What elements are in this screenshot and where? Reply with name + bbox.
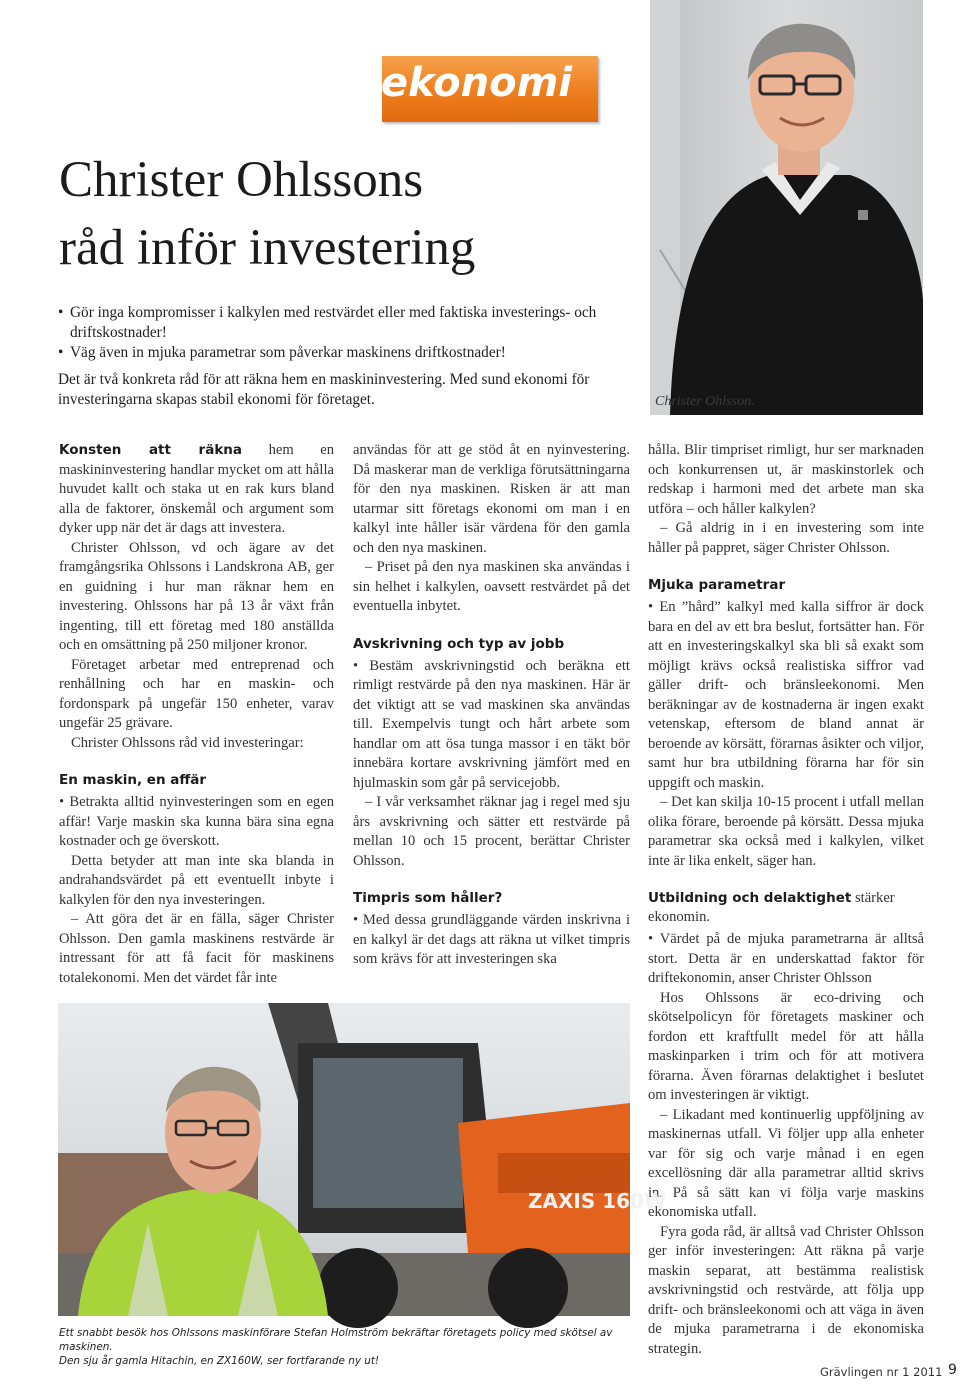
paragraph: • Värdet på de mjuka parametrarna är alltså stort. Detta är en underskattad faktor för driftekonomin, anser Christer Ohlsson bbox=[648, 931, 924, 986]
paragraph: – Likadant med kontinuerlig uppföljning av maskinernas utfall. Vi följer upp alla enheter var för sig och varje månad i en egen excellösning där alla parametrar alltid skrivs in. På så sätt kan vi följa varje maskins ekonomiska utfall. bbox=[648, 1106, 924, 1220]
excavator-photo bbox=[58, 1003, 667, 1316]
intro-text: Det är två konkreta råd för att räkna hem en maskininvestering. Med sund ekonomi för investeringarna skapas stabil ekonomi för företaget. bbox=[58, 371, 590, 408]
paragraph: • Med dessa grundläggande värden inskrivna i en kalkyl är det dags att räkna ut vilket timpris som krävs för att investeringen ska bbox=[353, 912, 630, 967]
paragraph: Christer Ohlssons råd vid investeringar: bbox=[71, 734, 304, 751]
subheading bbox=[648, 889, 924, 927]
article-column-3 bbox=[648, 441, 924, 1359]
paragraph: • Betrakta alltid nyinvesteringen som en egen affär! Varje maskin ska kunna bära sina egna kostnader och ge överskott. bbox=[59, 794, 334, 849]
paragraph: hem en maskininvestering handlar mycket om att hålla huvudet kallt och staka ut en rak kurs bland alla de faktorer, önskemål och argument som dyker upp när det är dags att investera. bbox=[59, 442, 335, 536]
page-number: 9 bbox=[948, 1362, 957, 1378]
paragraph: användas för att ge stöd åt en nyinvestering. Då maskerar man de verkliga förutsättningarna för den nya maskinen. Risken är att man utarmar sitt företags ekonomi om man i en kalkyl inte håller isär värdena för den gamla och den nya maskinen. bbox=[353, 442, 630, 556]
paragraph: Företaget arbetar med entreprenad och renhållning och har en maskin- och fordonspark på ungefär 150 enheter, varav ungefär 25 grävare. bbox=[59, 656, 334, 731]
intro-bullet: • Gör inga kompromisser i kalkylen med restvärdet eller med faktiska investerings- och driftskostnader! bbox=[58, 303, 628, 343]
paragraph: • En ”hård” kalkyl med kalla siffror är dock bara en del av ett bra beslut, fortsätter han. För att en investeringskalkyl ska bli så exakt som möjligt krävs också realistiska siffror vad gäller drift- och bränsleekonomi. Men beräkningar av de kostnaderna är ingen exakt vetenskap, eftersom de bland annat är beroende av körsätt, förarnas åsikter och viljor, samt hur bra utbildning förarna har för sin uppgift och maskin. bbox=[648, 599, 924, 791]
caption-line-2: Den sju år gamla Hitachin, en ZX160W, ser fortfarande ny ut! bbox=[59, 1355, 380, 1367]
subheading: Timpris som håller? bbox=[353, 890, 503, 906]
headline-line-1: Christer Ohlssons bbox=[59, 152, 424, 208]
intro-bullet: • Väg även in mjuka parametrar som påverkar maskinens driftkostnader! bbox=[58, 343, 628, 363]
intro-bullets bbox=[58, 303, 628, 363]
subheading: Mjuka parametrar bbox=[648, 577, 786, 593]
subheading-bold: Utbildning och delaktighet bbox=[648, 890, 852, 906]
article-column-1 bbox=[59, 441, 334, 988]
portrait-photo bbox=[650, 0, 923, 415]
footer-magazine: Grävlingen nr 1 2011 bbox=[820, 1365, 943, 1379]
subheading: En maskin, en affär bbox=[59, 772, 207, 788]
article-column-2 bbox=[353, 441, 630, 970]
excavator-decal: ZAXIS 160W bbox=[528, 1189, 667, 1213]
paragraph: Detta betyder att man inte ska blanda in andrahandsvärdet på ett eventuellt inbyte i kalkylen för den nya investeringen. bbox=[59, 852, 334, 908]
portrait-caption: Christer Ohlsson. bbox=[655, 394, 755, 409]
paragraph: Christer Ohlsson, vd och ägare av det framgångsrika Ohlssons i Landskrona AB, ger en guidning i hur man räknar hem en investering. Ohlssons har på 13 år växt från ingenting, till ett företag med 180 anställda och en omsättning på 250 miljoner kronor. bbox=[59, 539, 334, 653]
caption-line-1: Ett snabbt besök hos Ohlssons maskinförare Stefan Holmström bekräftar företagets policy med skötsel av maskinen. bbox=[59, 1327, 613, 1353]
paragraph: – Det kan skilja 10-15 procent i utfall mellan olika förare, beroende på körsätt. Dessa mjuka parametrar ska också med i kalkylen, vilket inte är lika enkelt, säger han. bbox=[648, 794, 924, 869]
excavator-caption bbox=[59, 1326, 639, 1368]
paragraph: Hos Ohlssons är eco-driving och skötselpolicyn för företagets maskiner och fordon ett kraftfullt medel för att hålla maskinparken i trim och för att motivera förarna. Även förarnas delaktighet i beslutet om investeringen är viktigt. bbox=[648, 989, 924, 1103]
paragraph: – Gå aldrig in i en investering som inte håller på pappret, säger Christer Ohlsson. bbox=[648, 520, 924, 556]
subheading: Avskrivning och typ av jobb bbox=[353, 635, 565, 652]
lead-in: Konsten att räkna bbox=[59, 442, 243, 458]
section-banner bbox=[382, 56, 598, 122]
paragraph: • Bestäm avskrivningstid och beräkna ett rimligt restvärde på den nya maskinen. Här är det viktigt att se vad maskinen ska användas till. Exempelvis tungt och hårt arbete som handlar om att ösa tunga massor i en täkt bör innebära kortare avskrivning jämfört med en hjulmaskin som går på servicejobb. bbox=[353, 657, 630, 791]
section-label: ekonomi bbox=[380, 60, 572, 106]
article-intro bbox=[58, 303, 628, 410]
paragraph: hålla. Blir timpriset rimligt, hur ser marknaden och konkurrensen ut, är maskinstorlek och redskap i harmoni med det arbete man ska utföra – och håller kalkylen? bbox=[648, 442, 924, 517]
paragraph: Fyra goda råd, är alltså vad Christer Ohlsson ger inför investeringen: Att räkna på varje maskin separat, att bestämma realistisk avskrivningstid och restvärde, att följa upp drift- och bränsleekonomi och att väga in även de mjuka parametrarna i de ekonomiska strategin. bbox=[648, 1223, 924, 1357]
headline-line-2: råd inför investering bbox=[59, 220, 476, 276]
article-headline bbox=[59, 146, 639, 282]
paragraph: – Att göra det är en fälla, säger Christer Ohlsson. Den gamla maskinens restvärde är intressant för att få facit för maskinens totalekonomi. Men det värdet får inte bbox=[59, 911, 334, 986]
portrait-illustration bbox=[650, 0, 923, 415]
paragraph: – I vår verksamhet räknar jag i regel med sju års avskrivning och sätter ett restvärde på mellan 10 och 15 procent, berättar Christer Ohlsson. bbox=[353, 794, 630, 869]
subheading-rest: stärker ekonomin. bbox=[648, 890, 895, 925]
paragraph: – Priset på den nya maskinen ska användas i sin helhet i kalkylen, oavsett restvärdet på det eventuella inbytet. bbox=[353, 559, 630, 614]
excavator-illustration bbox=[58, 1003, 667, 1316]
